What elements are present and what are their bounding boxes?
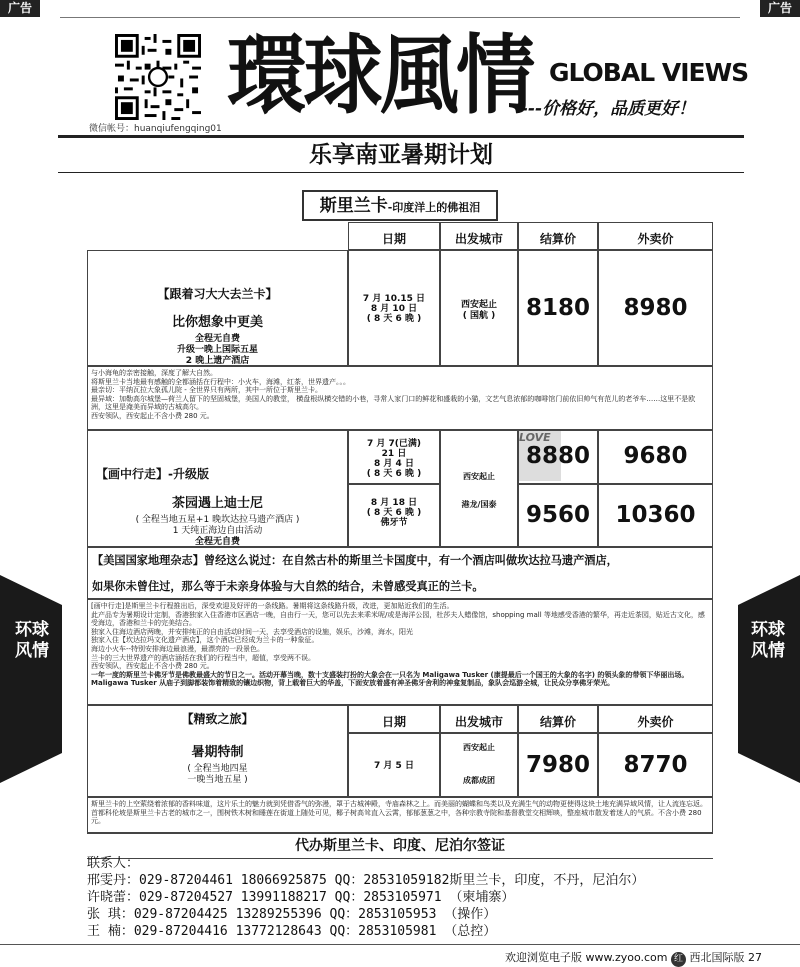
ng-text: 曾经这么说过：在自然古朴的斯里兰卡国度中，有一个酒店叫做坎达拉马遗产酒店，	[203, 554, 618, 567]
header	[87, 22, 749, 135]
section-title	[302, 190, 498, 221]
advert-page	[87, 22, 749, 939]
contacts	[87, 855, 713, 940]
tour1-city: 西安起止 ( 国航 )	[440, 250, 518, 366]
footer-text	[505, 949, 762, 967]
tour3-sell-price: 8770	[598, 733, 713, 797]
qr-code-icon	[115, 34, 201, 120]
footer	[0, 944, 800, 966]
slogan: ---价格好，品质更好！	[521, 99, 696, 119]
main-title: 乐享南亚暑期计划	[58, 135, 744, 173]
wechat-account: 微信帐号：huanqiufengqing01	[89, 124, 222, 134]
tour2-date-b: 8 月 18 日 ( 8 天 6 晚 ) 佛牙节	[348, 484, 440, 547]
col-city-header: 出发城市	[440, 222, 518, 250]
footer-tag-icon: 红	[671, 952, 686, 967]
tour3-col-sell: 外卖价	[598, 705, 713, 733]
tour3-tagline: 暑期特制	[191, 745, 244, 760]
tour1-feature: 2 晚上遗产酒店	[185, 356, 250, 366]
contact-line: 许晓蕾：029-87204527 13991188217 QQ：2853105971 （柬埔寨）	[87, 890, 515, 905]
tour2-name: 【画中行走】-升级版	[96, 467, 209, 481]
contacts-label: 联系人：	[87, 856, 140, 871]
tour3-date: 7 月 5 日	[348, 733, 440, 797]
tour2-feature: ( 全程当地五星+1 晚坎达拉马遗产酒店 )	[135, 515, 300, 525]
tour2-city: 西安起止 港龙/国泰	[440, 430, 518, 547]
contact-line: 王 楠：029-87204416 13772128643 QQ：2853105981 （总控）	[87, 924, 497, 939]
tour3-info	[87, 705, 348, 797]
tour3-feature: 一晚当地五星 )	[187, 775, 248, 785]
side-text-right: 环球风情	[751, 620, 785, 661]
col-settle-header: 结算价	[518, 222, 598, 250]
visa-banner: 代办斯里兰卡、印度、尼泊尔签证	[87, 833, 713, 859]
love-stamp: LOVE	[519, 431, 561, 481]
tour2-settle-price-a: LOVE 8880	[518, 430, 598, 484]
section-subtitle: -印度洋上的佛祖泪	[387, 201, 481, 214]
brand-english: GLOBAL VIEWS	[549, 58, 749, 87]
footer-site[interactable]: 欢迎浏览电子版 www.zyoo.com	[504, 951, 668, 964]
tour3-description: 斯里兰卡的上空萦绕着浓郁的香料味道，这片乐土的魅力就到凭借香气的弥漫，罩于古城神殿，寺庙森林之上。而美丽的蝴蝶和鸟类以及充满生气的动物更使得这块土地充满异域风情，让人流连忘返。首都科伦坡是斯里兰卡古老的城市之一，围树铁木树和睡莲在街道上随处可见，椰子树高耸直入云霄，郁郁葱葱之中，各种宗教寺院和基督教堂交相辉映，整座城市散发着迷人的气质。不含小费 280 元。	[87, 797, 713, 833]
tour3-col-settle: 结算价	[518, 705, 598, 733]
tour2-sell-price-a: 9680	[598, 430, 713, 484]
tour3-city: 西安起止 成都成团	[440, 733, 518, 797]
ad-label-right: 广告	[760, 0, 800, 17]
tour1-settle-price: 8180	[518, 250, 598, 366]
contact-line: 邢雯丹：029-87204461 18066925875 QQ：28531059182斯里兰卡，印度，不丹，尼泊尔）	[87, 873, 645, 888]
tour3-settle-price: 7980	[518, 733, 598, 797]
footer-page-number: 27	[748, 951, 762, 964]
national-geographic-quote	[87, 547, 713, 599]
tour1-sell-price: 8980	[598, 250, 713, 366]
section-title-main: 斯里兰卡	[319, 196, 388, 216]
tour2-settle-price-b: 9560	[518, 484, 598, 547]
ng-text-2: 如果你未曾住过，那么等于未亲身体验与大自然的结合，未曾感受真正的兰卡。	[92, 580, 484, 593]
ad-label-left: 广告	[0, 0, 40, 17]
tour1-tagline: 比你想象中更美	[171, 315, 263, 330]
tour2-tagline: 茶园遇上迪士尼	[171, 496, 263, 511]
col-sell-header: 外卖价	[598, 222, 713, 250]
contact-line: 张 琪：029-87204425 13289255396 QQ：2853105953 （操作）	[87, 907, 497, 922]
top-rule	[60, 17, 740, 18]
tour1-feature: 全程无自费	[194, 334, 240, 344]
tour2-feature: 1 天纯正海边自由活动	[172, 526, 263, 536]
tour3-name: 【精致之旅】	[181, 712, 254, 726]
tour1-name: 【跟着习大大去兰卡】	[157, 287, 278, 301]
tour2-description: [画中行走]是斯里兰卡行程推出后，深受欢迎及好评的一条线路。暑期将这条线路升级，改进，更加贴近我们的生活。 此产品专为暑期设计定制，香港独家入住香港市区酒店一晚，自由行一天，您可以先去来乖米呢/或是海洋公园，杜莎夫人蜡像馆，shopping mall 等地感受香港的繁华，再走近茶园，贴近古文化，感受海边，香港和兰卡的完美结合。 独家入住海边酒店两晚，并安排纯正的自由活动时间一天，去享受酒店的设施，娱乐，沙滩，海水，阳光 独家入住【坎达拉玛文化遗产酒店】，这个酒店已经成为兰卡的一种象征。 海边小火车--特别安排海边最浪漫，最漂亮的一段景色。 兰卡的三大世界遗产的酒店涵括在我们的行程当中，超值，享受两不误。 西安领队，西安起止不含小费 280 元。 一年一度的斯里兰卡佛牙节是佛教最盛大的节日之一。活动开幕当晚，数十支盛装打扮的大象会在一只名为 Maligawa Tusker (康提最后一个国王的大象的名字) 的领头象的带领下华丽出场。Maligawa Tusker 从庙子到脚都装饰着精致的镶边织物，背上载着巨大的华盖，下面安放着盛有神圣佛牙舍利的神龛复制品，象队会巡游全城，让民众分享佛牙荣光。	[87, 599, 713, 705]
tour3-col-date: 日期	[348, 705, 440, 733]
tour1-description: 与小海龟的亲密接触，深度了解大自然。 将斯里兰卡当地最有感触的全都涵括在行程中：小火车，海滩，红茶，世界遗产。。。 最亲切：平纳瓦拉大象孤儿院 - 全世界只有两所，其中一所位于斯里兰卡。 最异域：加勒高尔城堡—荷兰人留下的坚固城堡，美国人的教堂， 横盘根纵横交错的小巷，寻常人家门口的鲜花和盛栽的小猫，文艺气息浓郁的咖啡馆门前依旧帅气有范儿的老爷车……这里不是欧洲，这里是淹美而异域的古城高尔。 西安领队，西安起止不含小费 280 元。	[87, 366, 713, 430]
side-tab-right	[738, 575, 800, 785]
tour1-date: 7 月 10.15 日 8 月 10 日 ( 8 天 6 晚 )	[348, 250, 440, 366]
tour3-feature: ( 全程当地四星	[187, 764, 248, 774]
side-tab-left	[0, 575, 62, 785]
tour3-col-city: 出发城市	[440, 705, 518, 733]
tour1-feature: 升级一晚上国际五星	[176, 345, 258, 355]
brand-title: 環球風情	[227, 25, 533, 126]
footer-edition: 西北国际版	[689, 951, 745, 964]
tour2-date-a: 7 月 7(已满) 21 日 8 月 4 日 ( 8 天 6 晚 )	[348, 430, 440, 484]
tour2-info	[87, 430, 348, 547]
col-date-header: 日期	[348, 222, 440, 250]
side-text-left: 环球风情	[15, 620, 49, 661]
tour1-info	[87, 250, 348, 366]
tour2-feature: 全程无自费	[194, 537, 240, 547]
ng-label: 【美国国家地理杂志】	[92, 554, 204, 567]
tour2-sell-price-b: 10360	[598, 484, 713, 547]
